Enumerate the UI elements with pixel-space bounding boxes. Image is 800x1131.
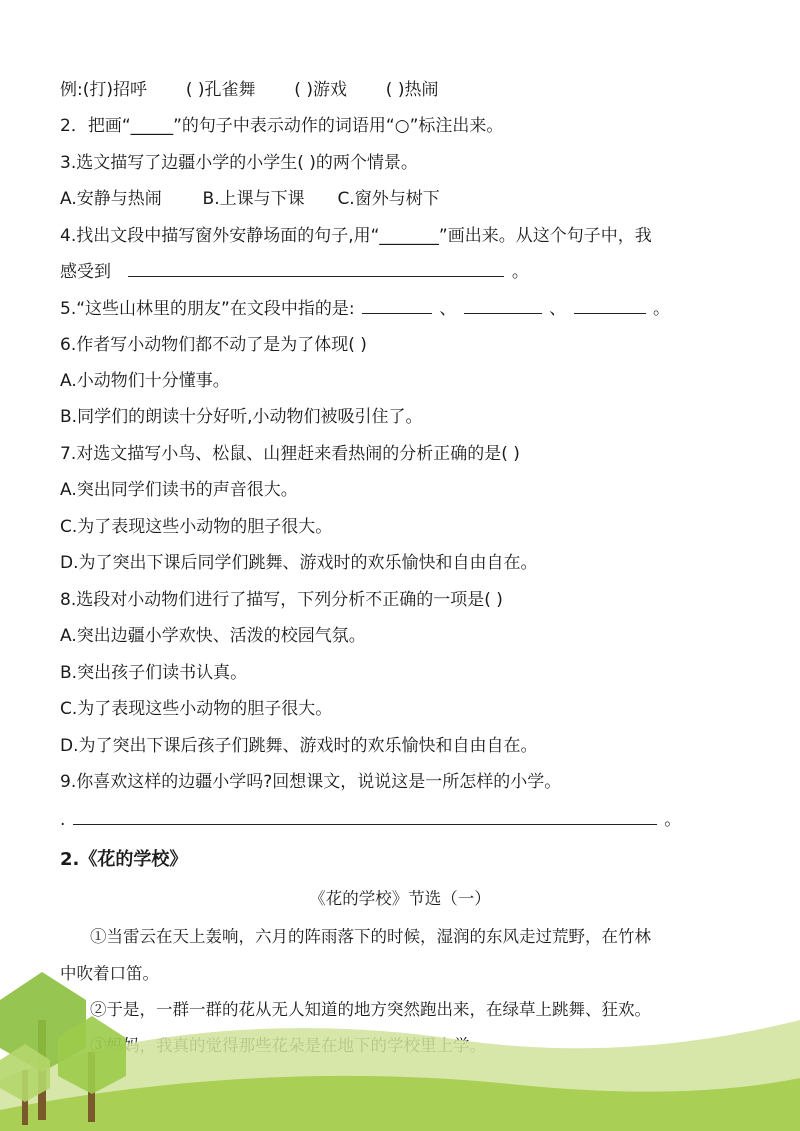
question-6-option-a: A.小动物们十分懂事。 <box>60 371 230 391</box>
q5-prefix: 5.“这些山林里的朋友”在文段中指的是: <box>60 299 355 319</box>
q3-option-b: B.上课与下课 <box>202 189 305 209</box>
question-9-answer-line <box>60 808 681 832</box>
q1-blank-1: ( )孔雀舞 <box>185 80 256 100</box>
q5-blank-2[interactable] <box>464 297 542 314</box>
q1-blank-3: ( )热闹 <box>385 80 439 100</box>
question-2: 2．把画“_____”的句子中表示动作的词语用“○”标注出来。 <box>60 116 504 136</box>
section-2-subtitle: 《花的学校》节选（一） <box>309 889 491 908</box>
question-8-option-d: D.为了突出下课后孩子们跳舞、游戏时的欢乐愉快和自由自在。 <box>60 736 538 756</box>
section-2-heading: 2.《花的学校》 <box>60 849 188 870</box>
question-3-options <box>60 187 440 211</box>
q1-blank-2: ( )游戏 <box>294 80 347 100</box>
question-6-stem: 6.作者写小动物们都不动了是为了体现( ) <box>60 335 367 355</box>
q1-example-line <box>60 78 438 102</box>
question-7-stem: 7.对选文描写小鸟、松鼠、山狸赶来看热闹的分析正确的是( ) <box>60 444 520 464</box>
question-7-option-a: A.突出同学们读书的声音很大。 <box>60 480 298 500</box>
q5-end: 。 <box>653 299 670 319</box>
question-9-stem: 9.你喜欢这样的边疆小学吗?回想课文，说说这是一所怎样的小学。 <box>60 772 562 792</box>
question-8-stem: 8.选段对小动物们进行了描写，下列分析不正确的一项是( ) <box>60 590 503 610</box>
q9-answer-blank[interactable] <box>73 808 657 825</box>
passage-para-1-line-1: ①当雷云在天上轰响，六月的阵雨落下的时候，湿润的东风走过荒野，在竹林 <box>90 927 651 946</box>
question-8-option-a: A.突出边疆小学欢快、活泼的校园气氛。 <box>60 626 366 646</box>
question-7-option-c: C.为了表现这些小动物的胆子很大。 <box>60 517 333 537</box>
question-6-option-b: B.同学们的朗读十分好听,小动物们被吸引住了。 <box>60 407 423 427</box>
q5-sep-2: 、 <box>549 299 567 319</box>
q3-option-c: C.窗外与树下 <box>337 189 440 209</box>
q3-option-a: A.安静与热闹 <box>60 189 162 209</box>
q9-answer-end: 。 <box>664 810 682 830</box>
question-8-option-b: B.突出孩子们读书认真。 <box>60 663 248 683</box>
q4-suffix: 。 <box>511 262 529 282</box>
q9-answer-lead: . <box>60 810 66 830</box>
q5-blank-1[interactable] <box>362 297 432 314</box>
decorative-hills-illustration <box>0 960 800 1131</box>
question-4-line1: 4.找出文段中描写窗外安静场面的句子,用“_______”画出来。从这个句子中，我 <box>60 226 652 246</box>
question-5 <box>60 297 670 321</box>
q4-prefix: 感受到 <box>60 262 111 282</box>
q5-sep-1: 、 <box>439 299 457 319</box>
question-3-stem: 3.选文描写了边疆小学的小学生( )的两个情景。 <box>60 153 418 173</box>
question-7-option-d: D.为了突出下课后同学们跳舞、游戏时的欢乐愉快和自由自在。 <box>60 553 538 573</box>
question-4-line2 <box>60 260 529 284</box>
question-8-option-c: C.为了表现这些小动物的胆子很大。 <box>60 699 333 719</box>
q4-answer-blank[interactable] <box>128 260 504 277</box>
q1-example-prefix: 例:(打)招呼 <box>60 80 147 100</box>
q5-blank-3[interactable] <box>574 297 646 314</box>
passage-para-2: ②于是，一群一群的花从无人知道的地方突然跑出来，在绿草上跳舞、狂欢。 <box>90 1000 651 1019</box>
passage-para-1-line-2: 中吹着口笛。 <box>60 964 159 983</box>
